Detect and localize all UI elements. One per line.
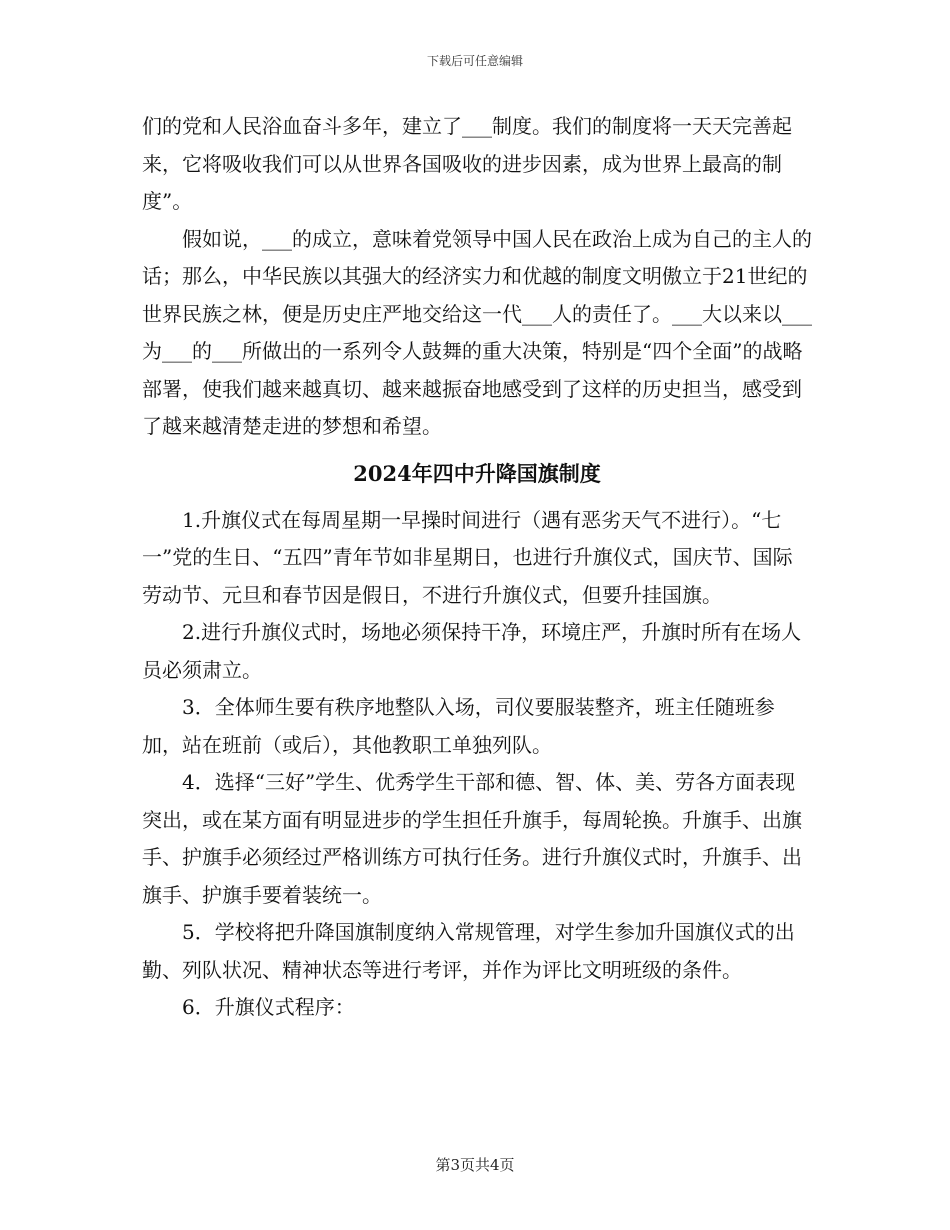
rule-item-4: 4．选择“三好”学生、优秀学生干部和德、智、体、美、劳各方面表现突出，或在某方面有明显进步的学生担任升旗手，每周轮换。升旗手、出旗手、护旗手必须经过严格训练方可执行任务。进行升旗仪式时，升旗手、出旗手、护旗手要着装统一。: [142, 770, 802, 907]
rule-item-5: 5．学校将把升降国旗制度纳入常规管理，对学生参加升国旗仪式的出勤、列队状况、精神状态等进行考评，并作为评比文明班级的条件。: [142, 920, 795, 982]
rule-item-3: 3．全体师生要有秩序地整队入场，司仪要服装整齐，班主任随班参加，站在班前（或后），其他教职工单独列队。: [142, 695, 775, 757]
rule-item-1: 1.升旗仪式在每周星期一早操时间进行（遇有恶劣天气不进行）。“七一”党的生日、“五四”青年节如非星期日，也进行升旗仪式，国庆节、国际劳动节、元旦和春节因是假日，不进行升旗仪式，但要升挂国旗。: [142, 507, 793, 607]
section-title: 2024年四中升降国旗制度: [353, 460, 601, 486]
page-number-footer: 第3页共4页: [435, 1156, 515, 1174]
paragraph-continued: 们的党和人民浴血奋斗多年，建立了___制度。我们的制度将一天天完善起来，它将吸收我们可以从世界各国吸收的进步因素，成为世界上最高的制度”。: [142, 114, 792, 213]
paragraph: 假如说，___的成立，意味着党领导中国人民在政治上成为自己的主人的话；那么，中华民族以其强大的经济实力和优越的制度文明傲立于21世纪的世界民族之林，便是历史庄严地交给这一代___人的责任了。___大以来以___为___的___所做出的一系列令人鼓舞的重大决策，特别是“四个全面”的战略部署，使我们越来越真切、越来越振奋地感受到了这样的历史担当，感受到了越来越清楚走进的梦想和希望。: [142, 226, 812, 438]
rule-item-2: 2.进行升旗仪式时，场地必须保持干净，环境庄严，升旗时所有在场人员必须肃立。: [142, 620, 802, 682]
rule-item-6: 6．升旗仪式程序：: [182, 995, 355, 1019]
page-header-note: 下载后可任意编辑: [426, 54, 523, 68]
document-body: [142, 108, 812, 1027]
